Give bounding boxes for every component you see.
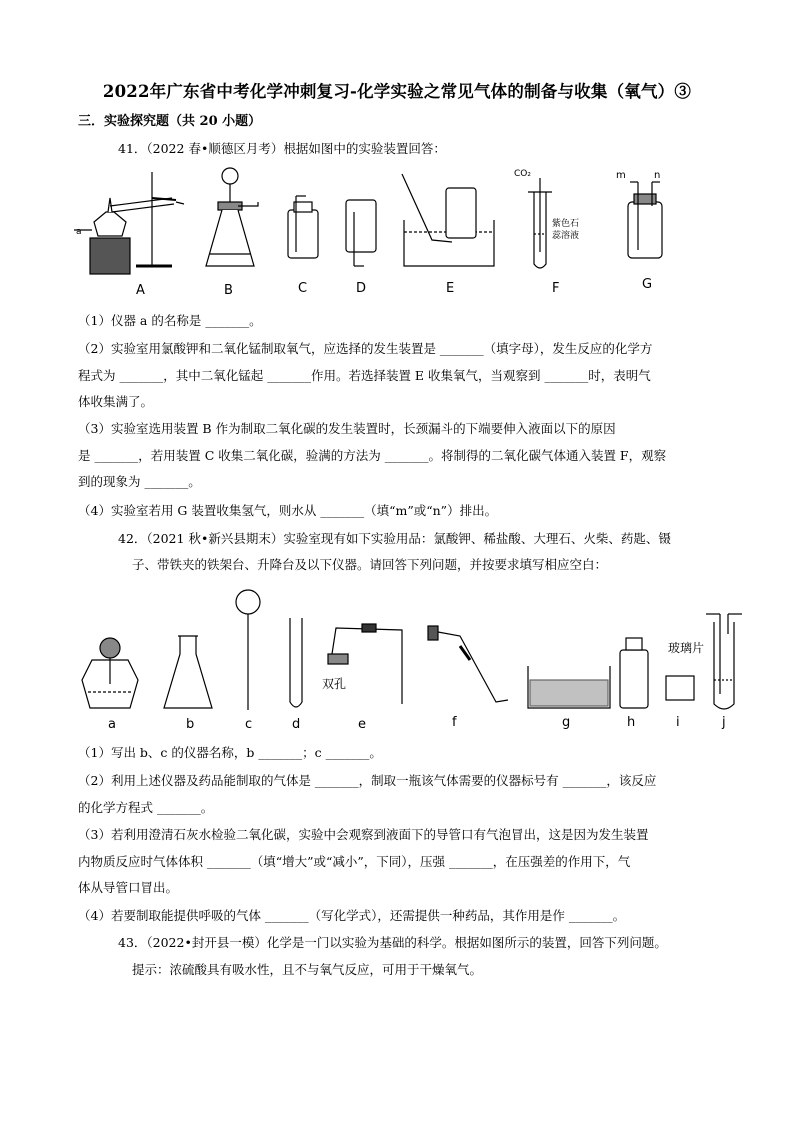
label-litmus-2: 蕊溶液 [552, 231, 580, 241]
q43-hint: 提示：浓硫酸具有吸水性，且不与氧气反应，可用于干燥氧气。 [132, 962, 483, 977]
label-j: j [722, 715, 726, 730]
label-a-mark: a [76, 227, 82, 237]
label-c: c [245, 717, 253, 732]
q42-apparatus-figure [72, 584, 752, 734]
label-E: E [446, 281, 455, 296]
q42-line-3: 的化学方程式 _______。 [78, 800, 214, 815]
label-e: e [358, 717, 366, 732]
q41-line-1: （1）仪器 a 的名称是 _______。 [78, 313, 262, 328]
label-m: m [616, 170, 626, 181]
apparatus-c-funnel [236, 590, 260, 710]
apparatus-h-bottle [620, 638, 648, 708]
apparatus-f-tube [428, 626, 508, 702]
label-C: C [298, 281, 308, 296]
q42-stem-1: 42．（2021 秋•新兴县期末）实验室现有如下实验用品：氯酸钾、稀盐酸、大理石、火柴、药匙、镊 [118, 531, 671, 546]
apparatus-G [628, 182, 662, 258]
q42-line-7: （4）若要制取能提供呼吸的气体 _______（写化学式），还需提供一种药品，其作用是作 _______。 [78, 908, 626, 923]
label-litmus-1: 紫色石 [552, 219, 580, 229]
label-B: B [224, 283, 233, 298]
q41-line-7: 到的现象为 _______。 [78, 474, 201, 489]
q42-line-2: （2）利用上述仪器及药品能制取的气体是 _______，制取一瓶该气体需要的仪器标号有 _______，该反应 [78, 773, 657, 788]
q41-stem: 41．（2022 春•顺德区月考）根据如图中的实验装置回答： [118, 141, 446, 156]
label-F: F [552, 281, 560, 296]
label-A: A [136, 283, 145, 298]
label-f: f [452, 715, 457, 730]
q41-line-3: 程式为 _______，其中二氧化锰起 _______作用。若选择装置 E 收集氧气，当观察到 _______时，表明气 [78, 368, 651, 383]
q41-apparatus-figure [72, 162, 692, 300]
label-i: i [676, 715, 680, 730]
label-g: g [562, 715, 571, 730]
apparatus-i-glass [666, 676, 694, 700]
q41-line-5: （3）实验室选用装置 B 作为制取二氧化碳的发生装置时，长颈漏斗的下端要伸入液面以下的原因 [78, 421, 616, 436]
q41-line-4: 体收集满了。 [78, 394, 154, 409]
label-shuangkong: 双孔 [322, 677, 347, 691]
apparatus-g-trough [528, 666, 610, 708]
q41-line-6: 是 _______，若用装置 C 收集二氧化碳，验满的方法为 _______。将制得的二氧化碳气体通入装置 F，观察 [78, 448, 667, 463]
label-a: a [108, 717, 116, 732]
apparatus-e-stopper [328, 624, 402, 704]
label-G: G [642, 277, 653, 292]
apparatus-j-tube [706, 614, 742, 709]
apparatus-a-lamp [82, 638, 138, 708]
q42-stem-2: 子、带铁夹的铁架台、升降台及以下仪器。请回答下列问题，并按要求填写相应空白： [132, 557, 608, 572]
label-boli: 玻璃片 [668, 641, 705, 655]
apparatus-C [288, 196, 318, 258]
q42-line-4: （3）若利用澄清石灰水检验二氧化碳，实验中会观察到液面下的导管口有气泡冒出，这是因为发生装置 [78, 827, 649, 842]
label-co2: CO₂ [514, 169, 531, 179]
label-n: n [654, 170, 661, 181]
q42-line-6: 体从导管口冒出。 [78, 880, 179, 895]
q41-line-8: （4）实验室若用 G 装置收集氢气，则水从 _______（填“m”或“n”）排出。 [78, 503, 498, 518]
apparatus-E [402, 174, 494, 266]
apparatus-d-testtube [290, 618, 302, 707]
label-d: d [292, 717, 301, 732]
label-h: h [627, 715, 636, 730]
page-title: 2022年广东省中考化学冲刺复习-化学实验之常见气体的制备与收集（氧气）③ [102, 82, 692, 101]
label-D: D [356, 281, 367, 296]
apparatus-b-flask [164, 636, 212, 708]
apparatus-A [74, 172, 184, 274]
section-heading: 三．实验探究题（共 20 小题） [78, 114, 262, 129]
q43-stem: 43．（2022•封开县一模）化学是一门以实验为基础的科学。根据如图所示的装置，回答下列问题。 [118, 935, 667, 950]
apparatus-D [346, 200, 376, 266]
q42-line-5: 内物质反应时气体体积 _______（填“增大”或“减小”，下同），压强 _______，在压强差的作用下，气 [78, 854, 631, 869]
label-b: b [186, 717, 195, 732]
apparatus-B [206, 168, 258, 266]
block-A [90, 238, 130, 274]
q42-line-1: （1）写出 b、c 的仪器名称，b _______；c _______。 [78, 745, 382, 760]
apparatus-F [528, 178, 552, 268]
q41-line-2: （2）实验室用氯酸钾和二氧化锰制取氧气，应选择的发生装置是 _______（填字母），发生反应的化学方 [78, 341, 653, 356]
